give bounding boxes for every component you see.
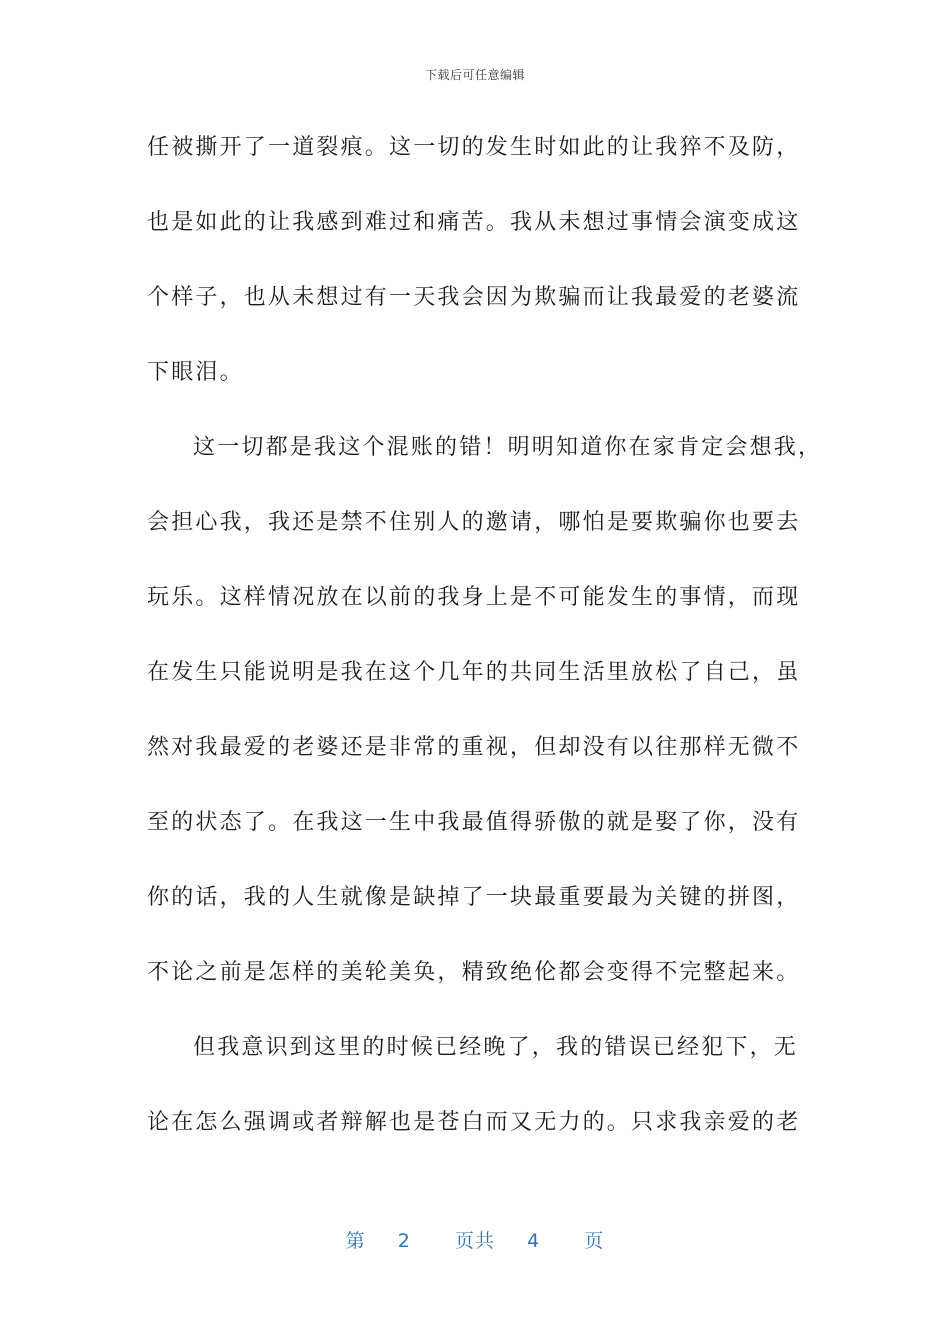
- footer-page-suffix: 页: [584, 1230, 605, 1252]
- text-line: 会担心我，我还是禁不住别人的邀请，哪怕是要欺骗你也要去: [147, 510, 801, 535]
- footer-page-number: 2: [397, 1230, 411, 1252]
- page-header-note: 下载后可任意编辑: [424, 68, 525, 82]
- footer-page-prefix: 第: [345, 1230, 366, 1252]
- paragraph-first-line: 但我意识到这里的时候已经晚了，我的错误已经犯下，无: [193, 1035, 799, 1060]
- document-body: [147, 128, 823, 1178]
- text-line: 论在怎么强调或者辩解也是苍白而又无力的。只求我亲爱的老: [147, 1110, 801, 1135]
- text-line: 玩乐。这样情况放在以前的我身上是不可能发生的事情，而现: [147, 585, 801, 610]
- footer-total-pages: 4: [527, 1230, 541, 1252]
- text-line: 你的话，我的人生就像是缺掉了一块最重要最为关键的拼图，: [147, 885, 801, 910]
- text-line: 也是如此的让我感到难过和痛苦。我从未想过事情会演变成这: [147, 210, 801, 235]
- text-line: 任被撕开了一道裂痕。这一切的发生时如此的让我猝不及防，: [147, 135, 801, 160]
- text-line: 然对我最爱的老婆还是非常的重视，但却没有以往那样无微不: [147, 735, 801, 760]
- footer-page-mid: 页共: [454, 1230, 495, 1252]
- text-line: 个样子，也从未想过有一天我会因为欺骗而让我最爱的老婆流: [147, 285, 801, 310]
- text-line: 至的状态了。在我这一生中我最值得骄傲的就是娶了你，没有: [147, 810, 801, 835]
- text-line: 在发生只能说明是我在这个几年的共同生活里放松了自己，虽: [147, 660, 801, 685]
- paragraph-first-line: 这一切都是我这个混账的错！明明知道你在家肯定会想我，: [193, 435, 823, 460]
- page-footer: [0, 1226, 950, 1253]
- text-line: 下眼泪。: [147, 360, 244, 385]
- text-line: 不论之前是怎样的美轮美奂，精致绝伦都会变得不完整起来。: [147, 960, 801, 985]
